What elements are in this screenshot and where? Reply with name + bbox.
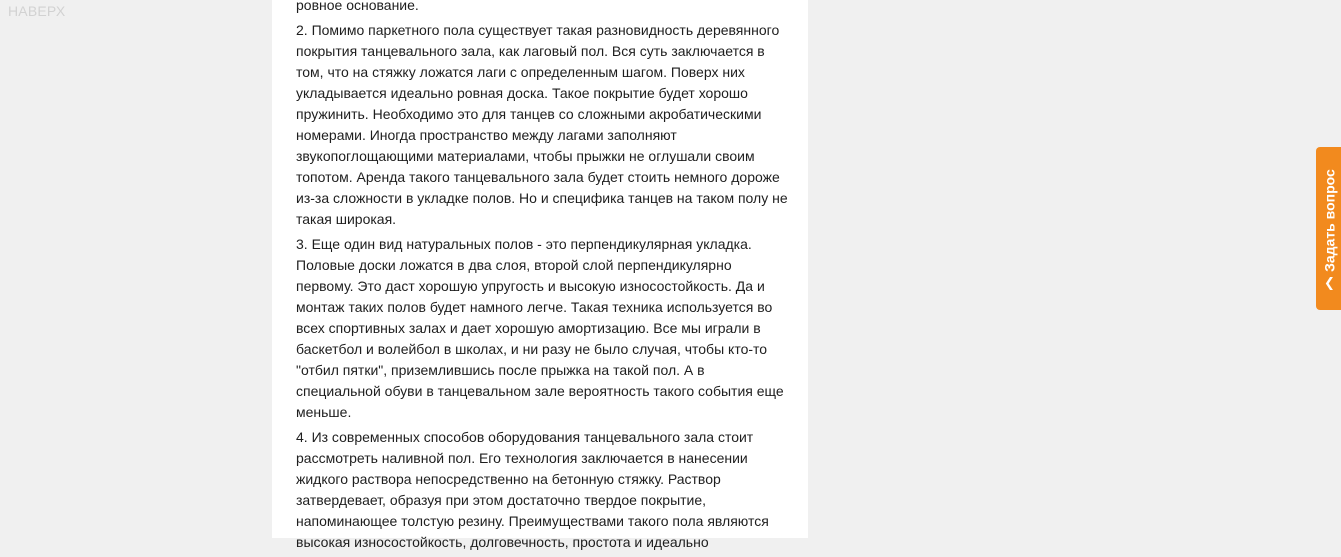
ask-question-tab[interactable] bbox=[1316, 147, 1341, 310]
ask-question-label: Задать вопрос bbox=[1320, 168, 1337, 272]
article-paragraph: 2. Помимо паркетного пола существует такая разновидность деревянного покрытия танцевального зала, как лаговый пол. Вся суть заключается в том, что на стяжку ложатся лаги с определенным шагом. Поверх них укладывается идеально ровная доска. Такое покрытие будет хорошо пружинить. Необходимо это для танцев со сложными акробатическими номерами. Иногда пространство между лагами заполняют звукопоглощающими материалами, чтобы прыжки не оглушали своим топотом. Аренда такого танцевального зала будет стоить немного дороже из-за сложности в укладке полов. Но и специфика танцев на таком полу не такая широкая. bbox=[296, 22, 788, 227]
content-column bbox=[272, 0, 808, 550]
ask-question-tab-content bbox=[1316, 147, 1341, 310]
article-paragraph: 3. Еще один вид натуральных полов - это перпендикулярная укладка. Половые доски ложатся в два слоя, второй слой перпендикулярно первому. Это даст хорошую упругость и высокую износостойкость. Да и монтаж таких полов будет намного легче. Такая техника используется во всех спортивных залах и дает хорошую амортизацию. Все мы играли в баскетбол и волейбол в школах, и ни разу не было случая, чтобы кто-то "отбил пятки", приземлившись после прыжка на такой пол. А в специальной обуви в танцевальном зале вероятность такого события еще меньше. bbox=[296, 236, 784, 420]
article-paragraph: 4. Из современных способов оборудования танцевального зала стоит рассмотреть наливной пол. Его технология заключается в нанесении жидкого раствора непосредственно на бетонную стяжку. Раствор затвердевает, образуя при этом достаточно твердое покрытие, напоминающее толстую резину. Преимуществами такого пола являются высокая износостойкость, долговечность, простота и идеально bbox=[296, 429, 769, 550]
back-to-top-link[interactable]: НАВЕРХ bbox=[8, 3, 66, 19]
article-paragraph: ровное основание. bbox=[296, 0, 419, 13]
chevron-left-icon: ❮ bbox=[1323, 274, 1334, 290]
article-body bbox=[296, 0, 788, 557]
